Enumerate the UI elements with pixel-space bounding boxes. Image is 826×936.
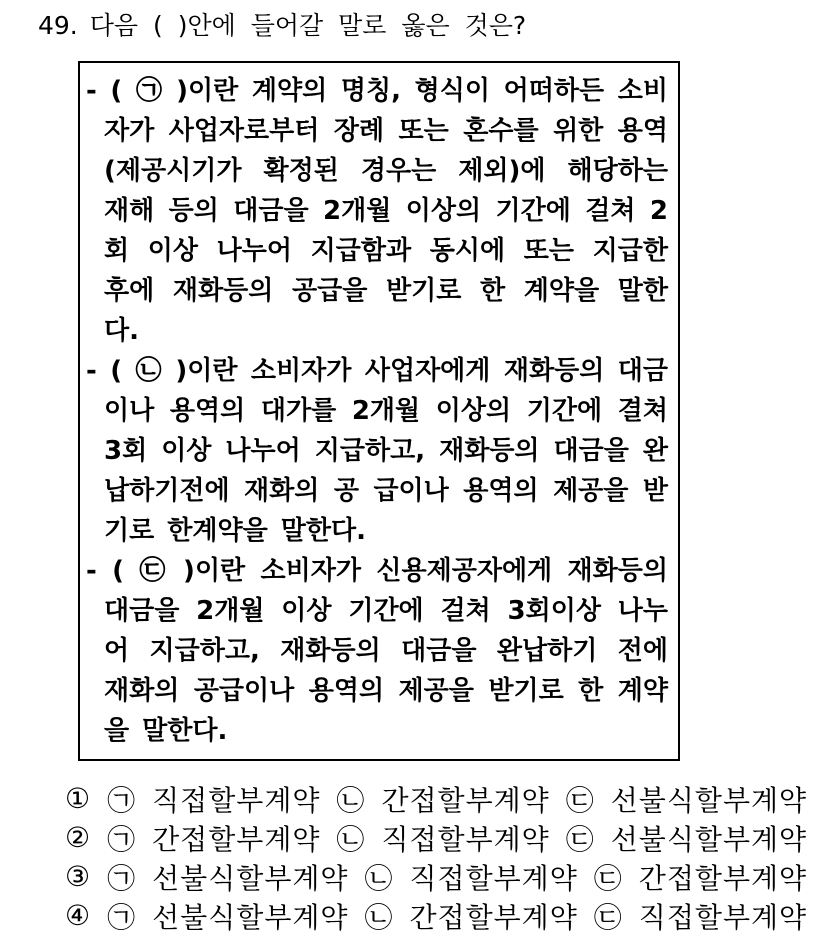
passage-box [78,61,680,761]
circled-letter: ㉢ [565,783,595,817]
passage-line: - ( ㉡ )이란 소비자가 사업자에게 재화등의 대금 [86,356,668,386]
passage-line: - ( ㉠ )이란 계약의 명칭, 형식이 어떠하든 소비 [86,76,668,106]
passage-line: 회 이상 나누어 지급함과 동시에 또는 지급한 [104,236,668,266]
choice-number: ② [65,821,92,854]
choice-number: ④ [65,899,92,932]
passage-line: 후에 재화등의 공급을 받기로 한 계약을 말한 [104,276,668,306]
circled-letter: ㉠ [107,900,137,934]
passage-line: 재화의 공급이나 용역의 제공을 받기로 한 계약 [104,676,668,706]
question-header [38,10,526,42]
choice-option-2[interactable] [65,818,825,857]
circled-letter: ㉡ [364,900,394,934]
question-number: 49. [38,11,78,40]
passage-line: 어 지급하고, 재화등의 대금을 완납하기 전에 [104,636,668,666]
circled-letter: ㉢ [565,822,595,856]
choice-label: 직접할부계약 [381,822,550,856]
choice-number: ③ [65,860,92,893]
choice-label: 직접할부계약 [152,783,321,817]
circled-letter: ㉠ [107,783,137,817]
passage-line: 납하기전에 재화의 공 급이나 용역의 제공을 받 [104,476,668,506]
choice-option-3[interactable] [65,857,825,896]
passage-line: 기로 한계약을 말한다. [104,516,367,546]
circled-letter: ㉠ [107,861,137,895]
choice-label: 선불식할부계약 [152,861,349,895]
passage-line: 다. [104,316,139,346]
passage-line: 대금을 2개월 이상 기간에 걸쳐 3회이상 나누 [104,596,668,626]
passage-line: 재해 등의 대금을 2개월 이상의 기간에 걸쳐 2 [104,196,668,226]
passage-line: 3회 이상 나누어 지급하고, 재화등의 대금을 완 [104,436,668,466]
choice-option-1[interactable] [65,779,825,818]
choice-label: 선불식할부계약 [152,900,349,934]
choice-label: 간접할부계약 [152,822,321,856]
choice-label: 간접할부계약 [381,783,550,817]
passage-line: 을 말한다. [104,716,228,746]
choice-label: 직접할부계약 [638,900,808,934]
choice-label: 간접할부계약 [409,900,578,934]
passage-line: - ( ㉢ )이란 소비자가 신용제공자에게 재화등의 [86,556,668,586]
question-text: 다음 ( )안에 들어갈 말로 옳은 것은? [89,11,527,40]
circled-letter: ㉡ [336,822,366,856]
choice-label: 선불식할부계약 [610,783,808,817]
circled-letter: ㉢ [593,900,623,934]
circled-letter: ㉢ [593,861,623,895]
choice-option-4[interactable] [65,896,825,935]
circled-letter: ㉡ [364,861,394,895]
circled-letter: ㉡ [336,783,366,817]
choice-number: ① [65,782,92,815]
choice-label: 직접할부계약 [409,861,578,895]
choice-label: 간접할부계약 [638,861,808,895]
passage-line: 자가 사업자로부터 장례 또는 혼수를 위한 용역 [104,116,668,146]
choices [65,779,825,935]
circled-letter: ㉠ [107,822,137,856]
passage-line: (제공시기가 확정된 경우는 제외)에 해당하는 [104,156,668,186]
passage-line: 이나 용역의 대가를 2개월 이상의 기간에 결쳐 [104,396,668,426]
choice-label: 선불식할부계약 [610,822,808,856]
